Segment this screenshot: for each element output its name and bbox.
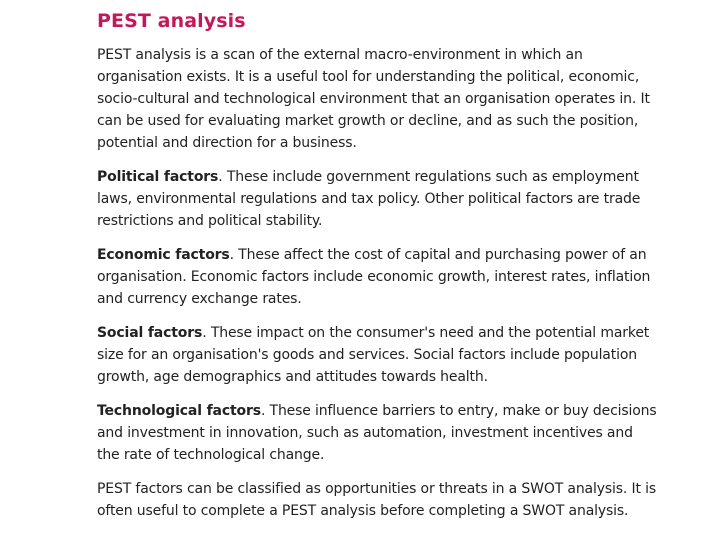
intro-paragraph: PEST analysis is a scan of the external macro-environment in which an organisation exists. It is a useful tool for understanding the political, economic, socio-cultural and technological environment that an organisation operates in. It can be used for evaluating market growth or decline, and as such the position, potential and direction for a business. — [97, 47, 650, 151]
page-title: PEST analysis — [97, 10, 246, 32]
political-factors-heading: Political factors — [97, 169, 219, 185]
technological-factors-paragraph — [97, 400, 657, 466]
economic-factors-paragraph — [97, 244, 657, 310]
social-factors-heading: Social factors — [97, 325, 203, 341]
document-page — [97, 8, 657, 534]
political-factors-paragraph — [97, 166, 657, 232]
economic-factors-heading: Economic factors — [97, 247, 230, 263]
social-factors-text: . These impact on the consumer's need and the potential market size for an organisation's goods and services. Social factors include population growth, age demographics and attitudes towards health. — [97, 325, 650, 385]
conclusion-paragraph: PEST factors can be classified as opportunities or threats in a SWOT analysis. It is often useful to complete a PEST analysis before completing a SWOT analysis. — [97, 481, 656, 519]
social-factors-paragraph — [97, 322, 657, 388]
economic-factors-text: . These affect the cost of capital and purchasing power of an organisation. Economic factors include economic growth, interest rates, inflation and currency exchange rates. — [97, 247, 651, 307]
political-factors-text: . These include government regulations such as employment laws, environmental regulations and tax policy. Other political factors are trade restrictions and political stability. — [97, 169, 641, 229]
technological-factors-text: . These influence barriers to entry, make or buy decisions and investment in innovation, such as automation, investment incentives and the rate of technological change. — [97, 403, 657, 463]
technological-factors-heading: Technological factors — [97, 403, 261, 419]
